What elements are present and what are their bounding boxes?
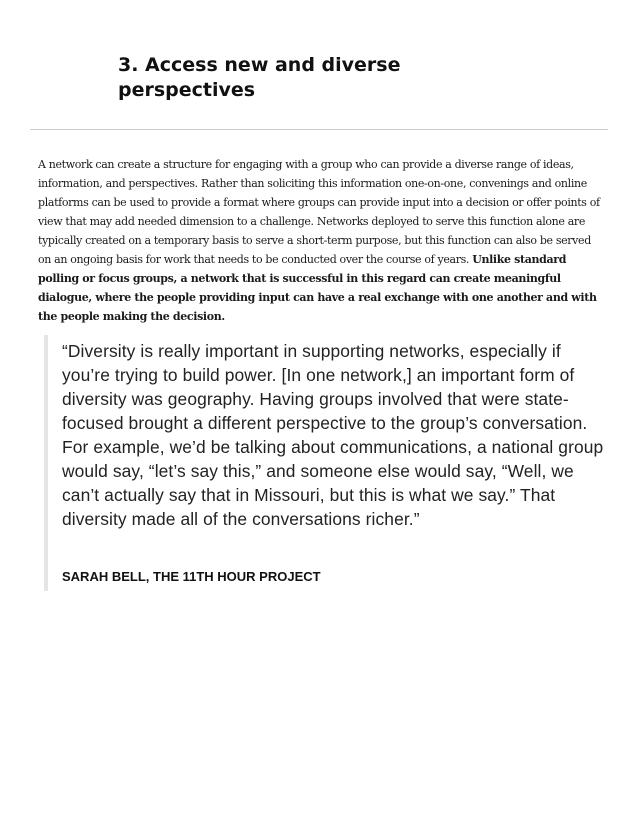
body-paragraph-regular: A network can create a structure for engaging with a group who can provide a diverse range of ideas, information, and perspectives. Rather than soliciting this information one-on-one, convenings and online platforms can be used to provide a format where groups can provide input into a decision or offer points of view that may add needed dimension to a challenge. Networks deployed to serve this function alone are typically created on a temporary basis to serve a short-term purpose, but this function can also be served on an ongoing basis for work that needs to be conducted over the course of years. [38, 158, 600, 266]
section-heading-line-1: 3. Access new and diverse [118, 54, 401, 76]
section-heading-line-2: perspectives [118, 79, 256, 101]
section-heading [118, 53, 438, 103]
quote-text: “Diversity is really important in supporting networks, especially if you’re trying to build power. [In one network,] an important form of diversity was geography. Having groups involved that were state-focused brought a different perspective to the group’s conversation. For example, we’d be talking about communications, a national group would say, “let’s say this,” and someone else would say, “Well, we can’t actually say that in Missouri, but this is what we say.” That diversity made all of the conversations richer.” [62, 341, 604, 529]
body-paragraph-bold: Unlike standard polling or focus groups, a network that is successful in this regard can create meaningful dialogue, where the people providing input can have a real exchange with one another and with the people making the decision. [38, 253, 597, 323]
quote-attribution: SARAH BELL, THE 11TH HOUR PROJECT [62, 569, 321, 584]
section-divider [30, 129, 608, 130]
pull-quote [44, 335, 604, 591]
body-paragraph [38, 155, 601, 326]
